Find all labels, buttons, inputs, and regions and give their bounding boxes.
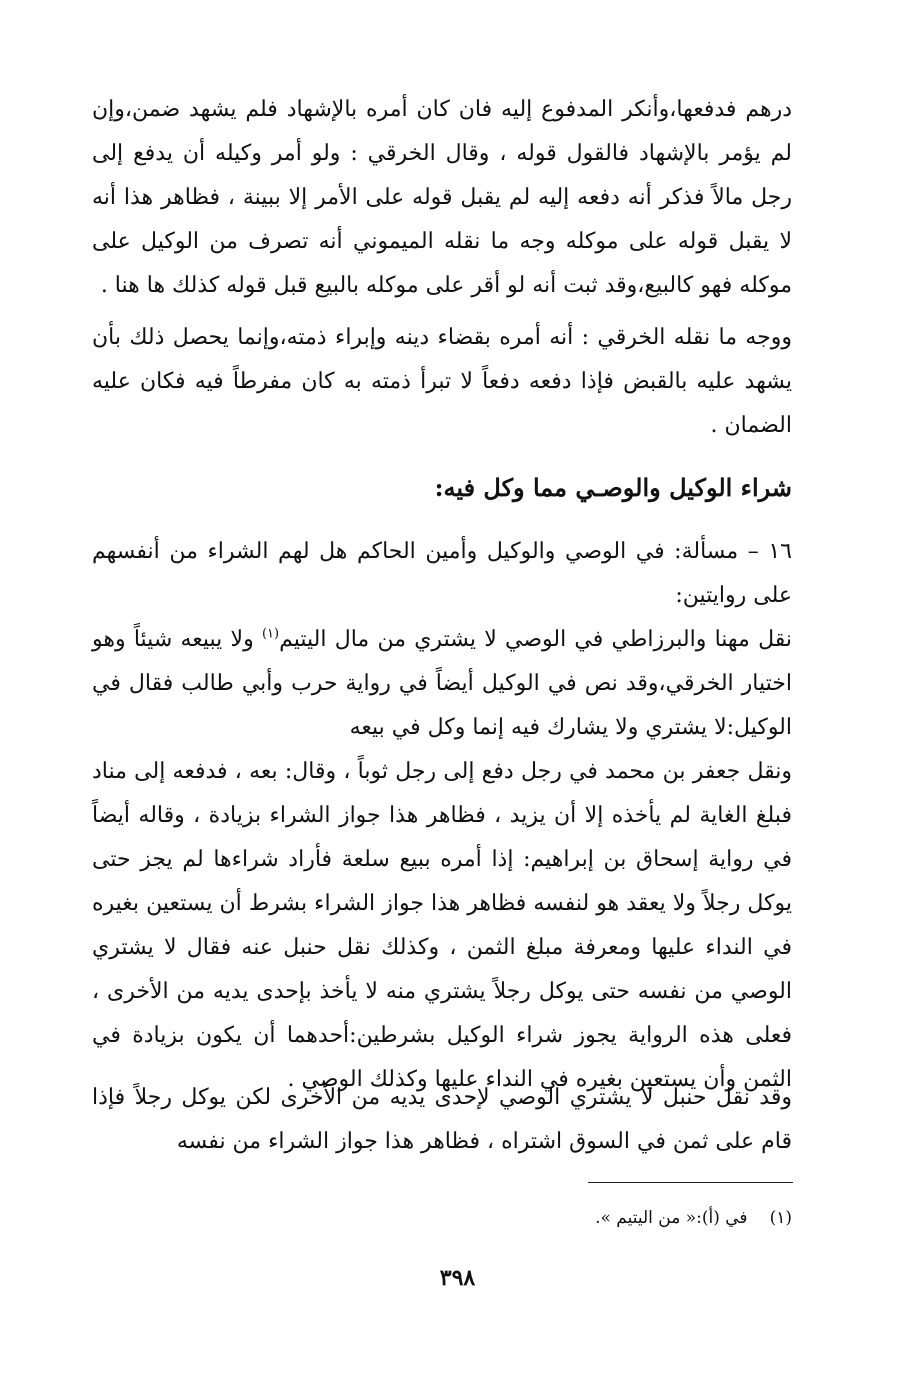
footnote-text: في (أ):« من اليتيم ». [595, 1208, 748, 1228]
paragraph-5: ونقل جعفر بن محمد في رجل دفع إلى رجل ثوباً ، وقال: بعه ، فدفعه إلى مناد فبلغ الغاية لم يأخذه إلا أن يزيد ، فظاهر هذا جواز الشراء بزيادة ، وقاله أيضاً في رواية إسحاق بن إبراهيم: إذا أمره ببيع سلعة فأراد شراءها لم يجز حتى يوكل رجلاً ولا يعقد هو لنفسه فظاهر هذا جواز الشراء بشرط أن يستعين بغيره في النداء عليها ومعرفة مبلغ الثمن ، وكذلك نقل حنبل عنه فقال لا يشتري الوصي من نفسه حتى يوكل رجلاً يشتري منه لا يأخذ بإحدى يديه من الأخرى ، فعلى هذه الرواية يجوز شراء الوكيل بشرطين:أحدهما أن يكون بزيادة في الثمن وأن يستعين بغيره في النداء عليها وكذلك الوصي . [92, 759, 792, 1092]
section-heading: شراء الوكيل والوصـي مما وكل فيه: [434, 473, 792, 502]
footnote-divider [588, 1182, 793, 1183]
footnote-number: (١) [769, 1208, 792, 1228]
paragraph-4-text-a: نقل مهنا والبرزاطي في الوصي لا يشتري من مال اليتيم [279, 627, 792, 652]
paragraph-issue-16: ١٦ – مسألة: في الوصي والوكيل وأمين الحاكم هل لهم الشراء من أنفسهم على روايتين: [92, 539, 792, 608]
paragraph-1: درهم فدفعها،وأنكر المدفوع إليه فان كان أمره بالإشهاد فلم يشهد ضمن،وإن لم يؤمر بالإشهاد فالقول قوله ، وقال الخرقي : ولو أمر وكيله أن يدفع إلى رجل مالاً فذكر أنه دفعه إليه لم يقبل قوله على الأمر إلا ببينة ، فظاهر هذا أنه لا يقبل قوله على موكله وجه ما نقله الميموني أنه تصرف من الوكيل على موكله فهو كالبيع،وقد ثبت أنه لو أقر على موكله بالبيع قبل قوله كذلك ها هنا . [92, 97, 792, 298]
paragraph-6: وقد نقل حنبل لا يشتري الوصي لإحدى يديه من الأخرى لكن يوكل رجلاً فإذا قام على ثمن في السوق اشتراه ، فظاهر هذا جواز الشراء من نفسه [92, 1085, 792, 1154]
page-number: ٣٩٨ [439, 1265, 476, 1291]
footnote [400, 1204, 792, 1232]
paragraph-2: ووجه ما نقله الخرقي : أنه أمره بقضاء دينه وإبراء ذمته،وإنما يحصل ذلك بأن يشهد عليه بالقبض فإذا دفعه دفعاً لا تبرأ ذمته به كان مفرطاً فيه فكان عليه الضمان . [92, 325, 792, 438]
paragraph-4-text-b: ولا يبيعه شيئاً وهو اختيار الخرقي،وقد نص في الوكيل أيضاً في رواية حرب وأبي طالب فقال في الوكيل:لا يشتري ولا يشارك فيه إنما وكل في بيعه [92, 627, 792, 740]
footnote-reference: (١) [261, 626, 280, 642]
paragraph-4 [92, 618, 792, 750]
